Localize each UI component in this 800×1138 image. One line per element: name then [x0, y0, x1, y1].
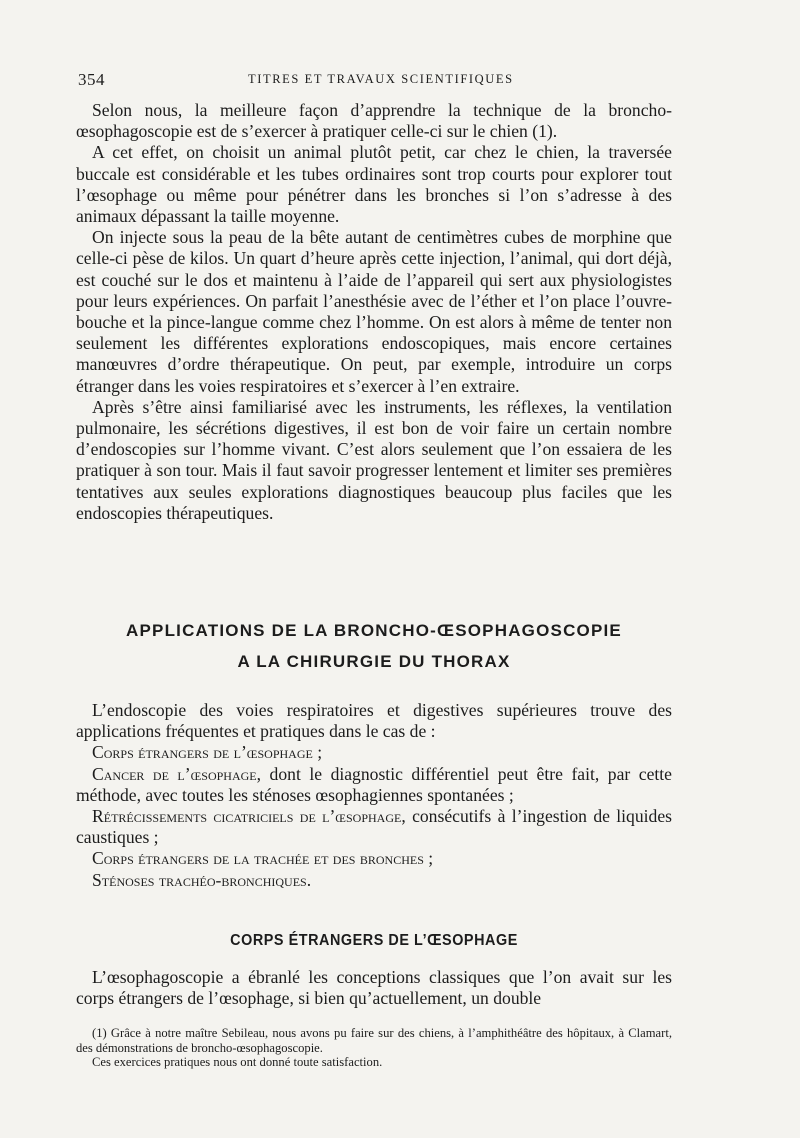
paragraph: Après s’être ainsi familiarisé avec les instruments, les réflexes, la ventilation pulmonaire, les sécrétions digestives, il est bon de voir faire un certain nombre d’endoscopies sur l’homme vivant. C’est alors seulement que l’on essaiera de les pratiquer à son tour. Mais il faut savoir progresser lentement et limiter ses premières tentatives aux seules explorations diagnostiques beaucoup plus faciles que les endoscopies thérapeutiques.: [76, 396, 672, 523]
paragraph: Selon nous, la meilleure façon d’apprendre la technique de la broncho-œsophagoscopie est de s’exercer à pratiquer celle-ci sur le chien (1).: [76, 100, 672, 142]
running-title: TITRES ET TRAVAUX SCIENTIFIQUES: [248, 72, 514, 86]
list-item: [76, 806, 672, 848]
list-item-term: Corps étrangers de l’œsophage: [92, 742, 313, 763]
list-item-text: , consécutifs à l’ingestion de liquides caustiques ;: [76, 806, 672, 848]
list-item-text: ;: [312, 742, 323, 763]
section-heading: APPLICATIONS DE LA BRONCHO-ŒSOPHAGOSCOPIE: [126, 621, 622, 640]
footnote-line: (1) Grâce à notre maître Sebileau, nous avons pu faire sur des chiens, à l’amphithéâtre des hôpitaux, à Clamart, des démonstrations de broncho-œsophagoscopie.: [76, 1026, 672, 1055]
section-intro: L’endoscopie des voies respiratoires et digestives supérieures trouve des applications fréquentes et pratiques dans le cas de :: [76, 700, 672, 742]
section-heading-line2: A LA CHIRURGIE DU THORAX: [237, 652, 511, 671]
paragraph: A cet effet, on choisit un animal plutôt petit, car chez le chien, la traversée buccale est considérable et les tubes ordinaires sont trop courts pour explorer tout l’œsophage ou même pour pénétrer dans les bronches si l’on s’adresse à des animaux dépassant la taille moyenne.: [76, 142, 672, 227]
list-item-text: , dont le diagnostic différentiel peut être fait, par cette méthode, avec toutes les sténoses œsophagiennes spontanées ;: [76, 763, 672, 805]
list-item-term: Cancer de l’œsophage: [92, 763, 257, 784]
list-item-term: Corps étrangers de la trachée et des bronches: [92, 848, 424, 869]
applications-text: [76, 700, 672, 891]
footnote: [76, 1026, 672, 1070]
list-item: [76, 742, 672, 763]
list-item-term: Rétrécissements cicatriciels de l’œsophage: [92, 806, 402, 827]
subsection-heading: CORPS ÉTRANGERS DE L’ŒSOPHAGE: [230, 932, 518, 949]
list-item: [76, 870, 672, 891]
list-item: [76, 848, 672, 869]
paragraph: On injecte sous la peau de la bête autant de centimètres cubes de morphine que celle-ci pèse de kilos. Un quart d’heure après cette injection, l’animal, qui dort déjà, est couché sur le dos et maintenu à l’aide de l’appareil qui sert aux physiologistes pour leurs expériences. On parfait l’anesthésie avec de l’éther et l’on place l’ouvre-bouche et la pince-langue comme chez l’homme. On est alors à même de tenter non seulement les différentes explorations endoscopiques, mais encore certaines manœuvres d’ordre thérapeutique. On peut, par exemple, introduire un corps étranger dans les voies respiratoires et s’exercer à l’en extraire.: [76, 227, 672, 396]
body-text: [76, 100, 672, 524]
list-item: [76, 764, 672, 806]
subsection-text: [76, 967, 672, 1009]
list-item-term: Sténoses trachéo-bronchiques: [92, 869, 307, 890]
list-item-text: .: [306, 869, 312, 890]
page-number: 354: [78, 70, 105, 89]
paragraph: L’œsophagoscopie a ébranlé les conceptions classiques que l’on avait sur les corps étrangers de l’œsophage, si bien qu’actuellement, un double: [76, 967, 672, 1009]
list-item-text: ;: [423, 848, 434, 869]
footnote-line: Ces exercices pratiques nous ont donné toute satisfaction.: [92, 1055, 383, 1070]
